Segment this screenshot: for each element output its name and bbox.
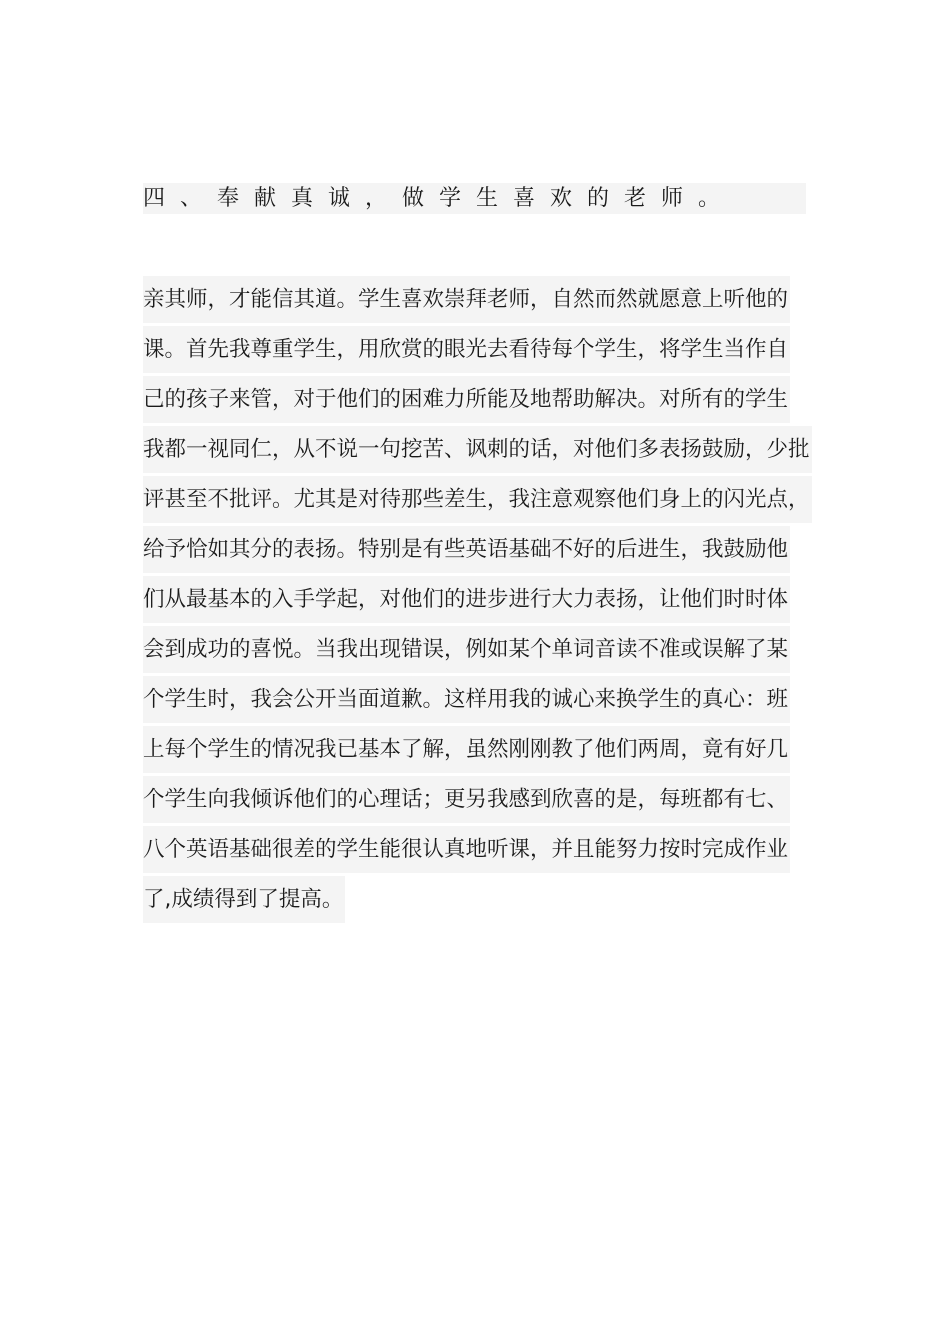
- paragraph-line-text: 个学生向我倾诉他们的心理话；更另我感到欣喜的是，每班都有七、: [143, 776, 790, 823]
- paragraph-line: [143, 676, 833, 726]
- section-heading: 四、奉献真诚，做学生喜欢的老师。: [143, 183, 806, 214]
- paragraph-line: [143, 826, 833, 876]
- paragraph-line-text: 课。首先我尊重学生，用欣赏的眼光去看待每个学生，将学生当作自: [143, 326, 790, 373]
- paragraph-line-text: 上每个学生的情况我已基本了解，虽然刚刚教了他们两周，竟有好几: [143, 726, 790, 773]
- paragraph-line-text: 会到成功的喜悦。当我出现错误，例如某个单词音读不准或误解了某: [143, 626, 790, 673]
- paragraph-line-text: 亲其师，才能信其道。学生喜欢崇拜老师，自然而然就愿意上听他的: [143, 276, 790, 323]
- paragraph-line: [143, 426, 833, 476]
- paragraph-line-text: 我都一视同仁，从不说一句挖苦、讽刺的话，对他们多表扬鼓励，少批: [143, 426, 812, 473]
- paragraph-line-text: 八个英语基础很差的学生能很认真地听课，并且能努力按时完成作业: [143, 826, 790, 873]
- paragraph-line: [143, 726, 833, 776]
- paragraph-line-text: 个学生时，我会公开当面道歉。这样用我的诚心来换学生的真心：班: [143, 676, 790, 723]
- paragraph-line: [143, 876, 833, 926]
- paragraph-line: [143, 276, 833, 326]
- paragraph-line-text: 己的孩子来管，对于他们的困难力所能及地帮助解决。对所有的学生: [143, 376, 790, 423]
- paragraph-line-text: 们从最基本的入手学起，对他们的进步进行大力表扬，让他们时时体: [143, 576, 790, 623]
- paragraph-line-text: 评甚至不批评。尤其是对待那些差生，我注意观察他们身上的闪光点，: [143, 476, 812, 523]
- paragraph-line: [143, 626, 833, 676]
- paragraph-line-text: 给予恰如其分的表扬。特别是有些英语基础不好的后进生，我鼓励他: [143, 526, 790, 573]
- paragraph-line: [143, 776, 833, 826]
- body-paragraph: [143, 276, 833, 926]
- paragraph-line: [143, 326, 833, 376]
- paragraph-line: [143, 476, 833, 526]
- paragraph-line: [143, 526, 833, 576]
- paragraph-line: [143, 576, 833, 626]
- paragraph-line-text: 了,成绩得到了提高。: [143, 876, 345, 923]
- paragraph-line: [143, 376, 833, 426]
